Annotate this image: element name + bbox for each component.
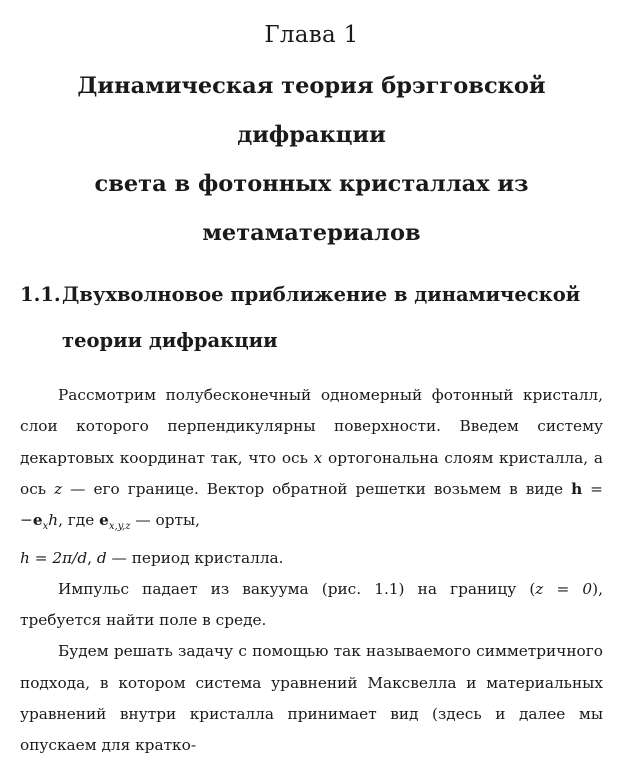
p1-math-e: e [32, 511, 43, 530]
p2-math-z0: z = 0 [535, 579, 593, 598]
p1-math-h: h [48, 511, 59, 530]
p1-math-equals: = − [20, 479, 603, 530]
section-title [62, 272, 603, 364]
chapter-label: Глава 1 [264, 22, 359, 48]
p1-text-1: Рассмотрим полубесконечный одномерный фотонный кристалл, слои которого перпендикулярны поверхности. Введем систему декартовых координат так, что ось [20, 386, 603, 467]
p1-math-h-def: h = 2π/d [20, 548, 88, 567]
chapter-title [20, 62, 603, 258]
p1-text-4: , где [58, 511, 100, 530]
p1-math-h-vector: h [571, 479, 583, 498]
paragraph-3: Будем решать задачу с помощью так называемого симметричного подхода, в котором система уравнений Максвелла и материальных уравнений внутри кристалла принимает вид (здесь и далее мы опускаем для кратко- [20, 642, 603, 755]
p2-text-1: Импульс падает из вакуума (рис. 1.1) на границу ( [58, 579, 536, 598]
p1-text-6: , [87, 548, 97, 567]
chapter-title-line-2: света в фотонных кристаллах из [94, 171, 529, 197]
p1-math-z: z [54, 479, 63, 498]
p1-math-e-basis: e [99, 511, 109, 530]
p1-text-3: — его границе. Вектор обратной решетки возьмем в виде [62, 479, 572, 498]
p1-math-sub-xyz: x,y,z [108, 521, 131, 533]
p1-math-d: d [96, 548, 107, 567]
paragraph-2 [20, 574, 603, 637]
body-text [20, 380, 603, 762]
p1-math-sub-x: x [42, 521, 49, 533]
chapter-title-line-1: Динамическая теория брэгговской дифракции [77, 73, 546, 148]
p1-text-7: — период кристалла. [106, 548, 284, 567]
section-title-line-1: Двухволновое приближение в динамической [62, 283, 581, 306]
section-number: 1.1. [20, 283, 61, 306]
p1-text-5: — орты, [130, 511, 200, 530]
p1-text-2: ортогональна слоям кристалла, а ось [20, 448, 603, 498]
section-heading [20, 272, 603, 364]
p1-math-x: x [313, 448, 323, 467]
paragraph-1 [20, 380, 603, 574]
p2-text-2: ), требуется найти поле в среде. [20, 579, 603, 630]
chapter-title-line-3: метаматериалов [202, 220, 421, 246]
section-title-line-2: теории дифракции [62, 329, 278, 352]
